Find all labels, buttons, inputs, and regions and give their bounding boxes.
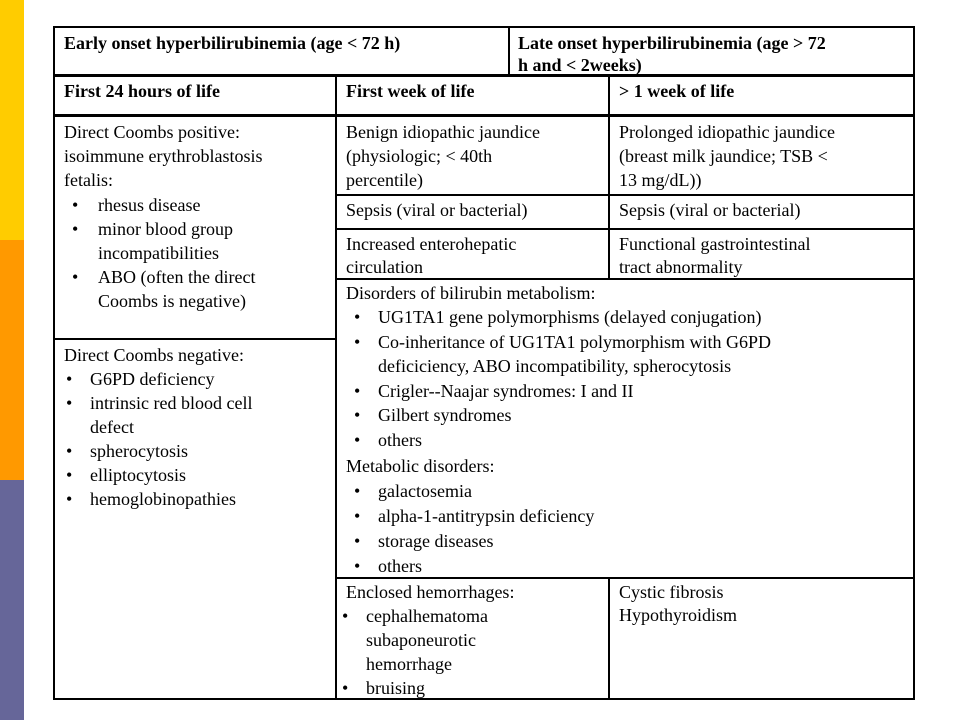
coombs-positive-heading-line: isoimmune erythroblastosis (64, 146, 263, 166)
cystic-fibrosis: Cystic fibrosis (619, 582, 724, 602)
bilirubin-metabolism-list (352, 305, 771, 452)
divider-row-sepsis-bottom (336, 228, 915, 230)
divider-row-sepsis-top (336, 194, 915, 196)
list-item: • intrinsic red blood cell defect (64, 391, 252, 439)
coombs-positive-heading-line: fetalis: (64, 170, 113, 190)
table-border-left (53, 26, 55, 700)
table-border-top (53, 26, 915, 28)
side-stripe-yellow (0, 0, 24, 240)
list-item: • G6PD deficiency (64, 367, 252, 391)
enterohepatic-line: Increased enterohepatic (346, 234, 517, 254)
table-border-right (913, 26, 915, 700)
list-item: • ABO (often the direct Coombs is negative) (64, 265, 255, 313)
coombs-negative-list (64, 367, 252, 511)
benign-jaundice-line: Benign idiopathic jaundice (346, 122, 540, 142)
list-item: • others (352, 428, 771, 453)
benign-jaundice-line: (physiologic; < 40th (346, 146, 493, 166)
gi-abnormality-line: tract abnormality (619, 257, 743, 277)
column-header-first-24-hours: First 24 hours of life (64, 81, 220, 101)
divider-col1 (335, 76, 337, 700)
enterohepatic-line: circulation (346, 257, 423, 277)
divider-col2-lower (608, 578, 610, 700)
list-item: • Gilbert syndromes (352, 403, 771, 428)
column-header-first-week: First week of life (346, 81, 475, 101)
list-item: • Crigler--Naajar syndromes: I and II (352, 379, 771, 404)
bilirubin-metabolism-heading: Disorders of bilirubin metabolism: (346, 283, 596, 303)
divider-under-columns (53, 114, 915, 117)
enclosed-hemorrhages-heading: Enclosed hemorrhages: (346, 582, 515, 602)
divider-coombs (53, 338, 336, 340)
coombs-negative-heading: Direct Coombs negative: (64, 345, 244, 365)
column-header-over-1-week: > 1 week of life (619, 81, 735, 101)
list-item: • storage diseases (352, 529, 594, 554)
list-item: • spherocytosis (64, 439, 252, 463)
sepsis-first-week: Sepsis (viral or bacterial) (346, 200, 528, 220)
list-item: • minor blood group incompatibilities (64, 217, 255, 265)
prolonged-jaundice-line: (breast milk jaundice; TSB < (619, 146, 828, 166)
coombs-positive-list (64, 193, 255, 313)
list-item: • elliptocytosis (64, 463, 252, 487)
header-late-onset-line2: h and < 2weeks) (518, 55, 642, 75)
header-late-onset-line1: Late onset hyperbilirubinemia (age > 72 (518, 33, 826, 53)
divider-header (508, 26, 510, 76)
metabolic-disorders-heading: Metabolic disorders: (346, 456, 495, 476)
divider-col2-upper (608, 76, 610, 278)
divider-under-header (53, 74, 915, 77)
list-item: • bruising (340, 676, 488, 700)
metabolic-disorders-list (352, 479, 594, 579)
list-item: • cephalhematoma subaponeurotic hemorrhage (340, 604, 488, 676)
list-item: • alpha-1-antitrypsin deficiency (352, 504, 594, 529)
list-item: • Co-inheritance of UG1TA1 polymorphism with G6PD deficiciency, ABO incompatibility, spherocytosis (352, 330, 771, 379)
list-item: • galactosemia (352, 479, 594, 504)
gi-abnormality-line: Functional gastrointestinal (619, 234, 811, 254)
list-item: • others (352, 554, 594, 579)
coombs-positive-heading-line: Direct Coombs positive: (64, 122, 240, 142)
benign-jaundice-line: percentile) (346, 170, 423, 190)
side-stripe-purple (0, 480, 24, 720)
sepsis-over-1-week: Sepsis (viral or bacterial) (619, 200, 801, 220)
prolonged-jaundice-line: 13 mg/dL)) (619, 170, 702, 190)
side-stripe-orange (0, 240, 24, 480)
list-item: • UG1TA1 gene polymorphisms (delayed conjugation) (352, 305, 771, 330)
header-early-onset: Early onset hyperbilirubinemia (age < 72 h) (64, 33, 401, 53)
enclosed-hemorrhages-list (340, 604, 488, 700)
hypothyroidism: Hypothyroidism (619, 605, 738, 625)
list-item: • hemoglobinopathies (64, 487, 252, 511)
list-item: • rhesus disease (64, 193, 255, 217)
prolonged-jaundice-line: Prolonged idiopathic jaundice (619, 122, 835, 142)
